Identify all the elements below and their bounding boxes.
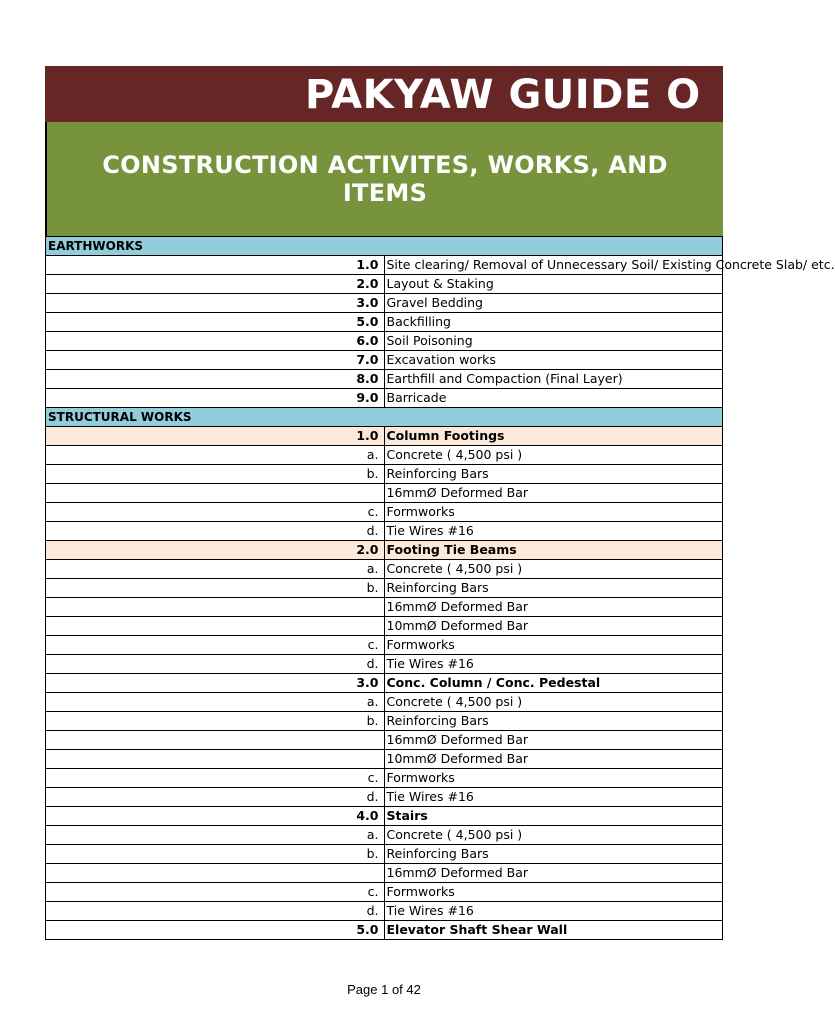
table-row [46, 617, 723, 636]
table-row [46, 427, 723, 446]
item-description-cell: Site clearing/ Removal of Unnecessary Soil/ Existing Concrete Slab/ etc. [384, 256, 723, 275]
item-description-cell: Soil Poisoning [384, 332, 723, 351]
item-number-cell: b. [46, 712, 385, 731]
table-row [46, 655, 723, 674]
table-row [46, 313, 723, 332]
item-description-cell: 16mmØ Deformed Bar [384, 864, 723, 883]
table-row [46, 579, 723, 598]
table-row [46, 864, 723, 883]
table-row [46, 731, 723, 750]
item-description-cell: Tie Wires #16 [384, 788, 723, 807]
section-header-row [46, 237, 723, 256]
item-description-cell: Concrete ( 4,500 psi ) [384, 446, 723, 465]
item-description-cell: Column Footings [384, 427, 723, 446]
item-description-cell: Formworks [384, 503, 723, 522]
item-description-cell: Elevator Shaft Shear Wall [384, 921, 723, 940]
item-number-cell: 2.0 [46, 541, 385, 560]
item-number-cell: 6.0 [46, 332, 385, 351]
item-number-cell: 3.0 [46, 294, 385, 313]
item-number-cell: 2.0 [46, 275, 385, 294]
table-row [46, 712, 723, 731]
item-number-cell: b. [46, 465, 385, 484]
item-number-cell: c. [46, 769, 385, 788]
item-number-cell: a. [46, 560, 385, 579]
title-bar [45, 66, 723, 122]
table-row [46, 332, 723, 351]
item-description-cell: Backfilling [384, 313, 723, 332]
item-description-cell: Earthfill and Compaction (Final Layer) [384, 370, 723, 389]
item-number-cell: b. [46, 845, 385, 864]
item-number-cell: 1.0 [46, 256, 385, 275]
section-title: EARTHWORKS [46, 237, 723, 256]
item-number-cell: d. [46, 522, 385, 541]
item-number-cell: 4.0 [46, 807, 385, 826]
item-description-cell: Tie Wires #16 [384, 655, 723, 674]
table-row [46, 807, 723, 826]
table-row [46, 674, 723, 693]
item-number-cell: a. [46, 693, 385, 712]
item-number-cell: d. [46, 655, 385, 674]
page-subtitle: CONSTRUCTION ACTIVITES, WORKS, AND ITEMS [102, 151, 668, 207]
table-row [46, 598, 723, 617]
item-description-cell: 16mmØ Deformed Bar [384, 484, 723, 503]
table-row [46, 826, 723, 845]
table-row [46, 465, 723, 484]
table-row [46, 636, 723, 655]
item-number-cell [46, 750, 385, 769]
table-row [46, 294, 723, 313]
spreadsheet-page [45, 66, 835, 940]
table-row [46, 389, 723, 408]
table-row [46, 503, 723, 522]
table-row [46, 883, 723, 902]
subtitle-bar [45, 122, 723, 236]
item-description-cell: 16mmØ Deformed Bar [384, 731, 723, 750]
table-row [46, 484, 723, 503]
table-row [46, 921, 723, 940]
item-number-cell [46, 484, 385, 503]
section-title: STRUCTURAL WORKS [46, 408, 723, 427]
item-description-cell: Gravel Bedding [384, 294, 723, 313]
item-number-cell: 3.0 [46, 674, 385, 693]
item-description-cell: Reinforcing Bars [384, 845, 723, 864]
table-row [46, 788, 723, 807]
table-row [46, 560, 723, 579]
item-number-cell: b. [46, 579, 385, 598]
item-description-cell: Reinforcing Bars [384, 579, 723, 598]
item-number-cell: a. [46, 826, 385, 845]
items-table [45, 236, 835, 940]
table-row [46, 522, 723, 541]
item-description-cell: Tie Wires #16 [384, 902, 723, 921]
item-description-cell: Barricade [384, 389, 723, 408]
item-description-cell: Formworks [384, 769, 723, 788]
item-description-cell: Concrete ( 4,500 psi ) [384, 693, 723, 712]
item-description-cell: Conc. Column / Conc. Pedestal [384, 674, 723, 693]
item-description-cell: Formworks [384, 883, 723, 902]
table-row [46, 541, 723, 560]
table-row [46, 769, 723, 788]
item-description-cell: Tie Wires #16 [384, 522, 723, 541]
item-description-cell: Formworks [384, 636, 723, 655]
table-row [46, 750, 723, 769]
item-description-cell: 16mmØ Deformed Bar [384, 598, 723, 617]
table-row [46, 370, 723, 389]
item-description-cell: Reinforcing Bars [384, 465, 723, 484]
table-row [46, 351, 723, 370]
item-description-cell: 10mmØ Deformed Bar [384, 750, 723, 769]
table-row [46, 275, 723, 294]
item-number-cell: c. [46, 883, 385, 902]
item-number-cell [46, 617, 385, 636]
table-row [46, 446, 723, 465]
item-number-cell: 5.0 [46, 921, 385, 940]
item-number-cell [46, 864, 385, 883]
item-description-cell: Stairs [384, 807, 723, 826]
table-row [46, 902, 723, 921]
item-number-cell: 9.0 [46, 389, 385, 408]
item-description-cell: Footing Tie Beams [384, 541, 723, 560]
item-number-cell: c. [46, 503, 385, 522]
item-number-cell: 8.0 [46, 370, 385, 389]
item-number-cell: d. [46, 902, 385, 921]
page-number: Page 1 of 42 [347, 982, 421, 997]
item-description-cell: Concrete ( 4,500 psi ) [384, 826, 723, 845]
items-table-body [46, 237, 835, 940]
item-description-cell: Layout & Staking [384, 275, 723, 294]
table-row [46, 256, 723, 275]
item-number-cell: c. [46, 636, 385, 655]
item-number-cell: d. [46, 788, 385, 807]
page-title: PAKYAW GUIDE O [305, 72, 701, 118]
item-description-cell: Excavation works [384, 351, 723, 370]
item-number-cell [46, 598, 385, 617]
item-description-cell: Reinforcing Bars [384, 712, 723, 731]
item-number-cell: 1.0 [46, 427, 385, 446]
item-number-cell [46, 731, 385, 750]
item-number-cell: 7.0 [46, 351, 385, 370]
item-number-cell: a. [46, 446, 385, 465]
table-row [46, 693, 723, 712]
item-number-cell: 5.0 [46, 313, 385, 332]
item-description-cell: Concrete ( 4,500 psi ) [384, 560, 723, 579]
item-description-cell: 10mmØ Deformed Bar [384, 617, 723, 636]
section-header-row [46, 408, 723, 427]
table-row [46, 845, 723, 864]
